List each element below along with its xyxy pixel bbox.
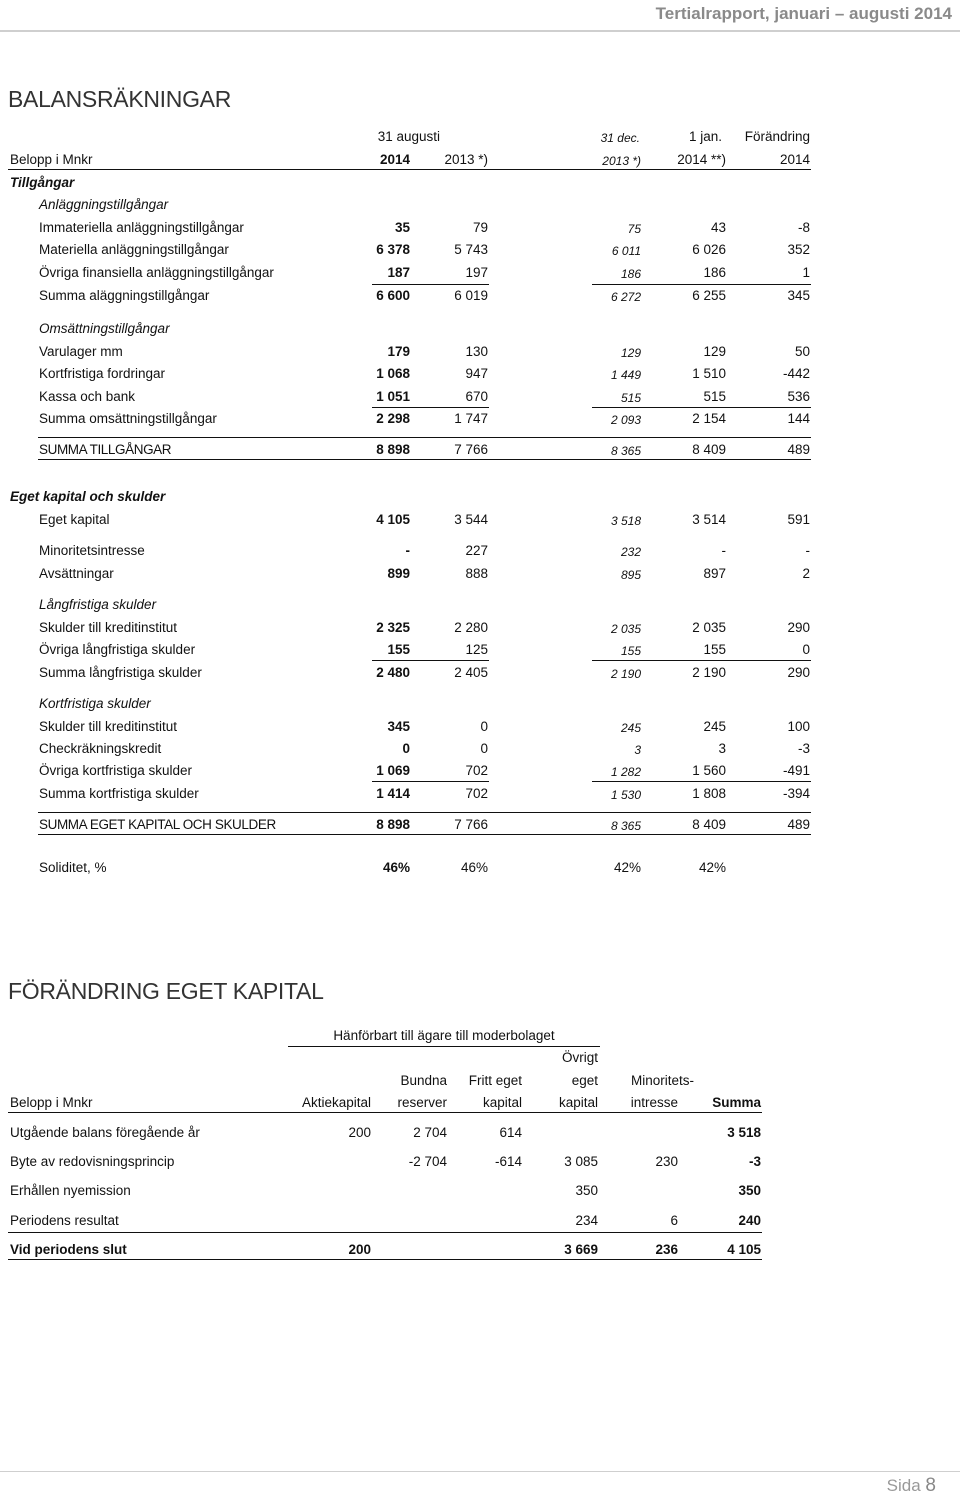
table-row [0,566,960,586]
col-header-change: 2014 [779,152,810,167]
value-2013-dec: 8 365 [610,819,641,833]
table-row [0,197,960,217]
col-header-ovrigt: kapital [558,1095,598,1110]
value-2014: 8 898 [376,817,410,832]
row-label: Utgående balans föregående år [10,1125,200,1140]
value-2013-dec: 186 [620,267,641,281]
value-change: 100 [787,719,810,734]
value-2014: 1 051 [376,389,410,404]
row-label: Materiella anläggningstillgångar [39,242,229,257]
row-label: Anläggningstillgångar [39,197,169,212]
value-2014-jan: 2 190 [692,665,726,680]
table-row [0,620,960,640]
value-2014: 8 898 [376,442,410,457]
value-2013: 0 [480,741,488,756]
col-header-summa: Summa [712,1095,761,1110]
row-label: SUMMA EGET KAPITAL OCH SKULDER [39,817,276,832]
value-2013-dec: 895 [620,568,641,582]
value-2013: 197 [465,265,488,280]
subtotal-line [372,660,489,661]
header-bundna-line1: Bundna [400,1073,447,1088]
value-2014-jan: 8 409 [692,817,726,832]
table-row [0,696,960,716]
row-label: Långfristiga skulder [39,597,157,612]
balance-sheet-title: BALANSRÄKNINGAR [8,86,232,112]
value-2014: - [405,543,410,558]
value-2013-dec: 2 093 [610,413,641,427]
value-change: -8 [797,220,810,235]
row-label: Erhållen nyemission [10,1183,131,1198]
row-label: Skulder till kreditinstitut [39,719,178,734]
value-2013: 702 [465,763,488,778]
table-row [0,1213,960,1233]
row-label: Summa omsättningstillgångar [39,411,217,426]
total-line [38,812,811,813]
value-2014: 187 [387,265,410,280]
value-2014-jan: 245 [703,719,726,734]
value-2014: 1 068 [376,366,410,381]
header-divider [0,30,960,32]
table-row [0,786,960,806]
col-header-aktiekapital: Aktiekapital [301,1095,371,1110]
value-2014-jan: - [721,543,726,558]
table-row [0,242,960,262]
value-2013: 947 [465,366,488,381]
row-label: Eget kapital [39,512,110,527]
value-change: 536 [787,389,810,404]
header-ovrigt-line2: eget [571,1073,598,1088]
value-fritt: 614 [499,1125,522,1140]
value-aktiekapital: 200 [348,1242,371,1257]
row-label: Övriga långfristiga skulder [39,642,196,657]
row-label: Minoritetsintresse [39,543,145,558]
value-2014-jan: 2 154 [692,411,726,426]
table-row [0,543,960,563]
table-row [0,860,960,880]
row-label: SUMMA TILLGÅNGAR [39,442,172,457]
subtotal-line [372,407,489,408]
row-label: Eget kapital och skulder [10,489,166,504]
value-2013-dec: 1 530 [610,788,641,802]
page-number [887,1475,936,1497]
total-underline [38,459,811,460]
value-2013-dec: 6 011 [611,244,641,258]
total-line [38,437,811,438]
value-2014-jan: 43 [710,220,726,235]
value-2013: 227 [465,543,488,558]
equity-changes-title: FÖRÄNDRING EGET KAPITAL [8,978,324,1004]
value-2014: 179 [387,344,410,359]
value-bundna: -2 704 [408,1154,447,1169]
value-2014: 899 [387,566,410,581]
value-2013-dec: 129 [620,346,641,360]
table-row [0,719,960,739]
value-2013: 888 [465,566,488,581]
row-label: Summa aläggningstillgångar [39,288,210,303]
value-2013-dec: 515 [620,391,641,405]
value-2014-jan: 6 255 [692,288,726,303]
value-change: -394 [782,786,810,801]
value-2014: 4 105 [376,512,410,527]
value-2014: 2 480 [376,665,410,680]
value-2013: 670 [465,389,488,404]
col-top-31-augusti: 31 augusti [377,129,440,144]
table-row [0,175,960,195]
value-2013: 3 544 [454,512,488,527]
value-2014: 6 378 [376,242,410,257]
value-2014: 345 [387,719,410,734]
value-2014: 6 600 [376,288,410,303]
value-change: - [805,543,810,558]
col-header-2013-dec: 2013 *) [602,154,641,168]
table-row [0,642,960,662]
value-ovrigt: 234 [575,1213,598,1228]
value-2013: 0 [480,719,488,734]
value-2014-jan: 3 514 [692,512,726,527]
value-2013-dec: 1 449 [610,368,641,382]
col-header-bundna: reserver [397,1095,447,1110]
row-label: Kassa och bank [39,389,136,404]
col-header-label: Belopp i Mnkr [10,1095,93,1110]
table-row [0,411,960,431]
value-change: 591 [787,512,810,527]
row-label: Skulder till kreditinstitut [39,620,178,635]
value-2013-dec: 232 [620,545,641,559]
value-change: 1 [802,265,810,280]
report-title: Tertialrapport, januari – augusti 2014 [655,4,952,23]
row-label: Övriga finansiella anläggningstillgångar [39,265,274,280]
value-2014-jan: 6 026 [692,242,726,257]
value-2013: 125 [465,642,488,657]
page-label: Sida [886,1476,921,1495]
col-header-2014: 2014 [379,152,410,167]
value-2014-jan: 42% [698,860,726,875]
row-label: Omsättningstillgångar [39,321,170,336]
row-label: Immateriella anläggningstillgångar [39,220,244,235]
page-number-value: 8 [925,1475,936,1496]
value-2014: 2 298 [376,411,410,426]
row-label: Avsättningar [39,566,114,581]
col-header-minoritet: intresse [630,1095,678,1110]
value-2014-jan: 1 808 [692,786,726,801]
value-2013-dec: 75 [627,222,641,236]
col-header-fritt: kapital [482,1095,522,1110]
value-change: 0 [802,642,810,657]
value-ovrigt: 3 669 [564,1242,598,1257]
value-aktiekapital: 200 [348,1125,371,1140]
subtotal-line [592,284,811,285]
row-label: Vid periodens slut [10,1242,127,1257]
table-row [0,288,960,308]
col-header-label: Belopp i Mnkr [10,152,93,167]
value-change: 489 [787,442,810,457]
row-label: Summa kortfristiga skulder [39,786,199,801]
value-2013: 79 [472,220,488,235]
value-change: 290 [787,665,810,680]
row-label: Periodens resultat [10,1213,119,1228]
value-2014-jan: 3 [718,741,726,756]
table-row [0,366,960,386]
row-label: Byte av redovisningsprincip [10,1154,175,1169]
table-row [0,1154,960,1174]
table-row [0,321,960,341]
footer-divider [0,1471,960,1472]
value-minoritet: 6 [670,1213,678,1228]
equity-header-underline [8,1112,762,1113]
equity-total-line [8,1232,762,1233]
value-2013: 7 766 [454,442,488,457]
value-minoritet: 230 [655,1154,678,1169]
row-label: Checkräkningskredit [39,741,162,756]
total-underline [38,834,811,835]
header-minoritet-line1: Minoritets- [630,1073,694,1088]
value-2013-dec: 3 518 [610,514,641,528]
table-row [0,665,960,685]
subtotal-line [592,407,811,408]
value-2013: 6 019 [454,288,488,303]
row-label: Övriga kortfristiga skulder [39,763,193,778]
value-change: 144 [787,411,810,426]
value-2014-jan: 1 510 [692,366,726,381]
value-2014-jan: 2 035 [692,620,726,635]
value-change: 345 [787,288,810,303]
value-2013-dec: 2 190 [610,667,641,681]
group-header-underline [288,1046,600,1047]
table-row [0,1183,960,1203]
value-change: 2 [802,566,810,581]
value-change: 489 [787,817,810,832]
value-2013: 1 747 [454,411,488,426]
col-top-31-dec: 31 dec. [600,131,640,145]
value-ovrigt: 3 085 [564,1154,598,1169]
value-2013-dec: 2 035 [610,622,641,636]
table-row [0,597,960,617]
table-row [0,741,960,761]
value-2014-jan: 186 [703,265,726,280]
subtotal-line [592,660,811,661]
header-fritt-line1: Fritt eget [468,1073,522,1088]
row-label: Summa långfristiga skulder [39,665,202,680]
header-ovrigt-line1: Övrigt [561,1050,598,1065]
value-change: -3 [797,741,810,756]
value-2013-dec: 1 282 [610,765,641,779]
group-header: Hänförbart till ägare till moderbolaget [333,1028,555,1043]
value-2013: 702 [465,786,488,801]
value-2013: 2 280 [454,620,488,635]
col-header-2014-jan: 2014 **) [677,152,726,167]
value-2014-jan: 515 [703,389,726,404]
col-header-2013: 2013 *) [444,152,488,167]
value-2014-jan: 8 409 [692,442,726,457]
value-2014: 46% [382,860,410,875]
col-top-1-jan: 1 jan. [688,129,722,144]
subtotal-line [592,781,811,782]
value-change: 290 [787,620,810,635]
row-label: Kortfristiga fordringar [39,366,166,381]
value-2013: 46% [460,860,488,875]
table-row [0,220,960,240]
value-summa: 3 518 [727,1125,761,1140]
value-2014: 2 325 [376,620,410,635]
subtotal-line [372,284,489,285]
value-2013-dec: 155 [620,644,641,658]
row-label: Varulager mm [39,344,123,359]
value-summa: 4 105 [727,1242,761,1257]
table-row [0,389,960,409]
value-ovrigt: 350 [575,1183,598,1198]
value-2013-dec: 42% [613,860,641,875]
col-top-forandring: Förändring [744,129,810,144]
value-2014: 1 414 [376,786,410,801]
value-2013-dec: 6 272 [610,290,641,304]
value-2013: 7 766 [454,817,488,832]
value-2013: 5 743 [454,242,488,257]
value-2013: 2 405 [454,665,488,680]
header-underline [8,169,811,170]
value-2013-dec: 245 [620,721,641,735]
value-bundna: 2 704 [413,1125,447,1140]
value-change: 50 [794,344,810,359]
equity-total-underline [8,1259,762,1260]
table-row [0,344,960,364]
table-row [0,763,960,783]
value-summa: -3 [748,1154,761,1169]
value-summa: 350 [738,1183,761,1198]
row-label: Soliditet, % [39,860,107,875]
table-row [0,265,960,285]
value-change: -491 [782,763,810,778]
value-2014-jan: 155 [703,642,726,657]
value-2013: 130 [465,344,488,359]
row-label: Tillgångar [10,175,75,190]
row-label: Kortfristiga skulder [39,696,151,711]
value-2014-jan: 129 [703,344,726,359]
table-row [0,1125,960,1145]
value-summa: 240 [738,1213,761,1228]
table-row [0,512,960,532]
value-2013-dec: 3 [634,743,641,757]
value-2013-dec: 8 365 [610,444,641,458]
value-2014: 35 [394,220,410,235]
subtotal-line [372,781,489,782]
value-fritt: -614 [494,1154,522,1169]
value-2014: 1 069 [376,763,410,778]
value-minoritet: 236 [655,1242,678,1257]
value-2014-jan: 1 560 [692,763,726,778]
value-2014: 0 [402,741,410,756]
value-change: -442 [782,366,810,381]
value-change: 352 [787,242,810,257]
table-row [0,489,960,509]
balance-column-top-headers [0,129,960,149]
value-2014-jan: 897 [703,566,726,581]
value-2014: 155 [387,642,410,657]
